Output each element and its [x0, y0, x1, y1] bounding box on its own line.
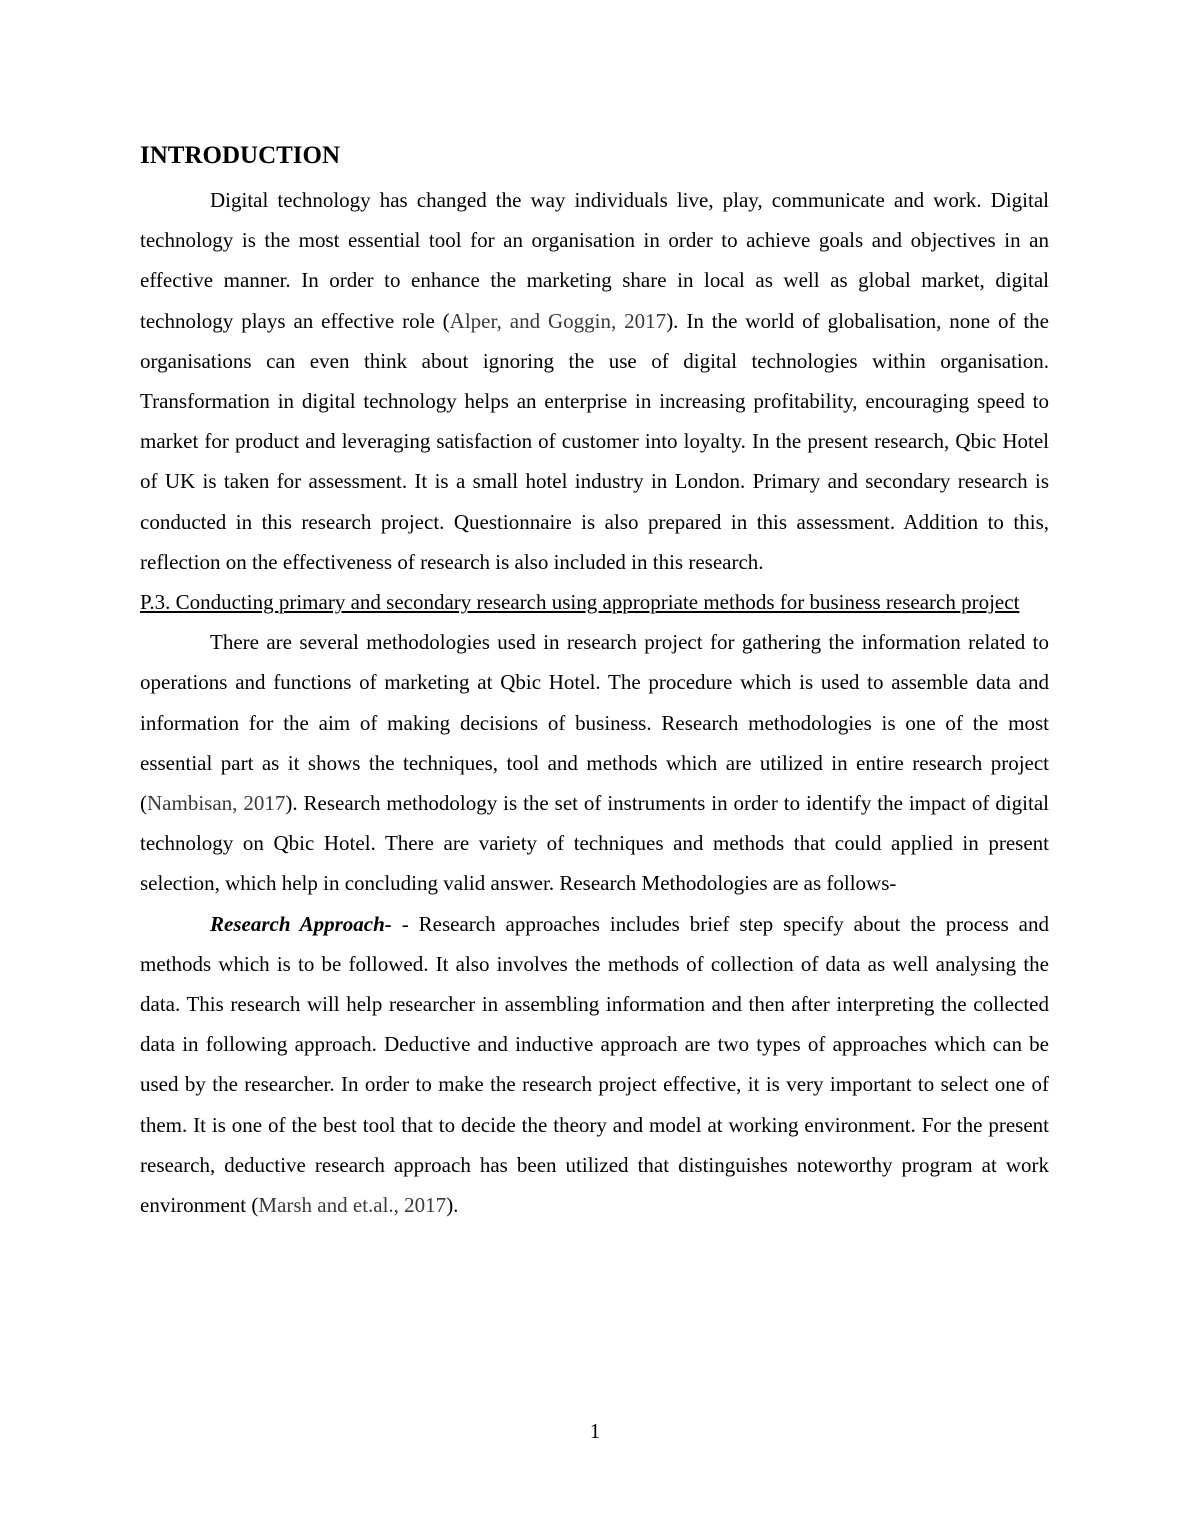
introduction-paragraph	[140, 180, 1049, 582]
methodology-citation: Nambisan, 2017	[147, 791, 286, 816]
page-content	[140, 138, 1049, 1225]
section-title: P.3. Conducting primary and secondary research using appropriate methods for business research project	[140, 590, 1020, 615]
intro-citation: Alper, and Goggin, 2017	[449, 308, 667, 333]
methodology-paragraph	[140, 622, 1049, 903]
research-approach-paragraph	[140, 904, 1049, 1226]
approach-text-end: ).	[446, 1193, 459, 1218]
approach-text-start: - Research approaches includes brief step specify about the process and methods which is to be followed. It also involves the methods of collection of data as well analysing the data. This research will help researcher in assembling information and then after interpreting the collected data in following approach. Deductive and inductive approach are two types of approaches which can be used by the researcher. In order to make the research project effective, it is very important to select one of them. It is one of the best tool that to decide the theory and model at working environment. For the present research, deductive research approach has been utilized that distinguishes noteworthy program at work environment (	[140, 911, 1049, 1218]
intro-text-start: Digital technology has changed the way individuals live, play, communicate and work. Digital technology is the most essential tool for an organisation in order to achieve goals and objectives in an effective manner. In order to enhance the marketing share in local as well as global market, digital technology plays an effective role (	[140, 188, 1049, 333]
methodology-text-end: ). Research methodology is the set of instruments in order to identify the impact of digital technology on Qbic Hotel. There are variety of techniques and methods that could applied in present selection, which help in concluding valid answer. Research Methodologies are as follows-	[140, 791, 1049, 896]
page-number: 1	[589, 1419, 601, 1443]
approach-citation: Marsh and et.al., 2017	[258, 1193, 447, 1218]
intro-text-end: ). In the world of globalisation, none of the organisations can even think about ignoring the use of digital technologies within organisation. Transformation in digital technology helps an enterprise in increasing profitability, encouraging speed to market for product and leveraging satisfaction of customer into loyalty. In the present research, Qbic Hotel of UK is taken for assessment. It is a small hotel industry in London. Primary and secondary research is conducted in this research project. Questionnaire is also prepared in this assessment. Addition to this, reflection on the effectiveness of research is also included in this research.	[140, 308, 1049, 574]
introduction-heading: INTRODUCTION	[140, 142, 341, 169]
research-approach-lead: Research Approach-	[210, 911, 392, 936]
methodology-text-start: There are several methodologies used in research project for gathering the information related to operations and functions of marketing at Qbic Hotel. The procedure which is used to assemble data and information for the aim of making decisions of business. Research methodologies is one of the most essential part as it shows the techniques, tool and methods which are utilized in entire research project (	[140, 630, 1049, 816]
